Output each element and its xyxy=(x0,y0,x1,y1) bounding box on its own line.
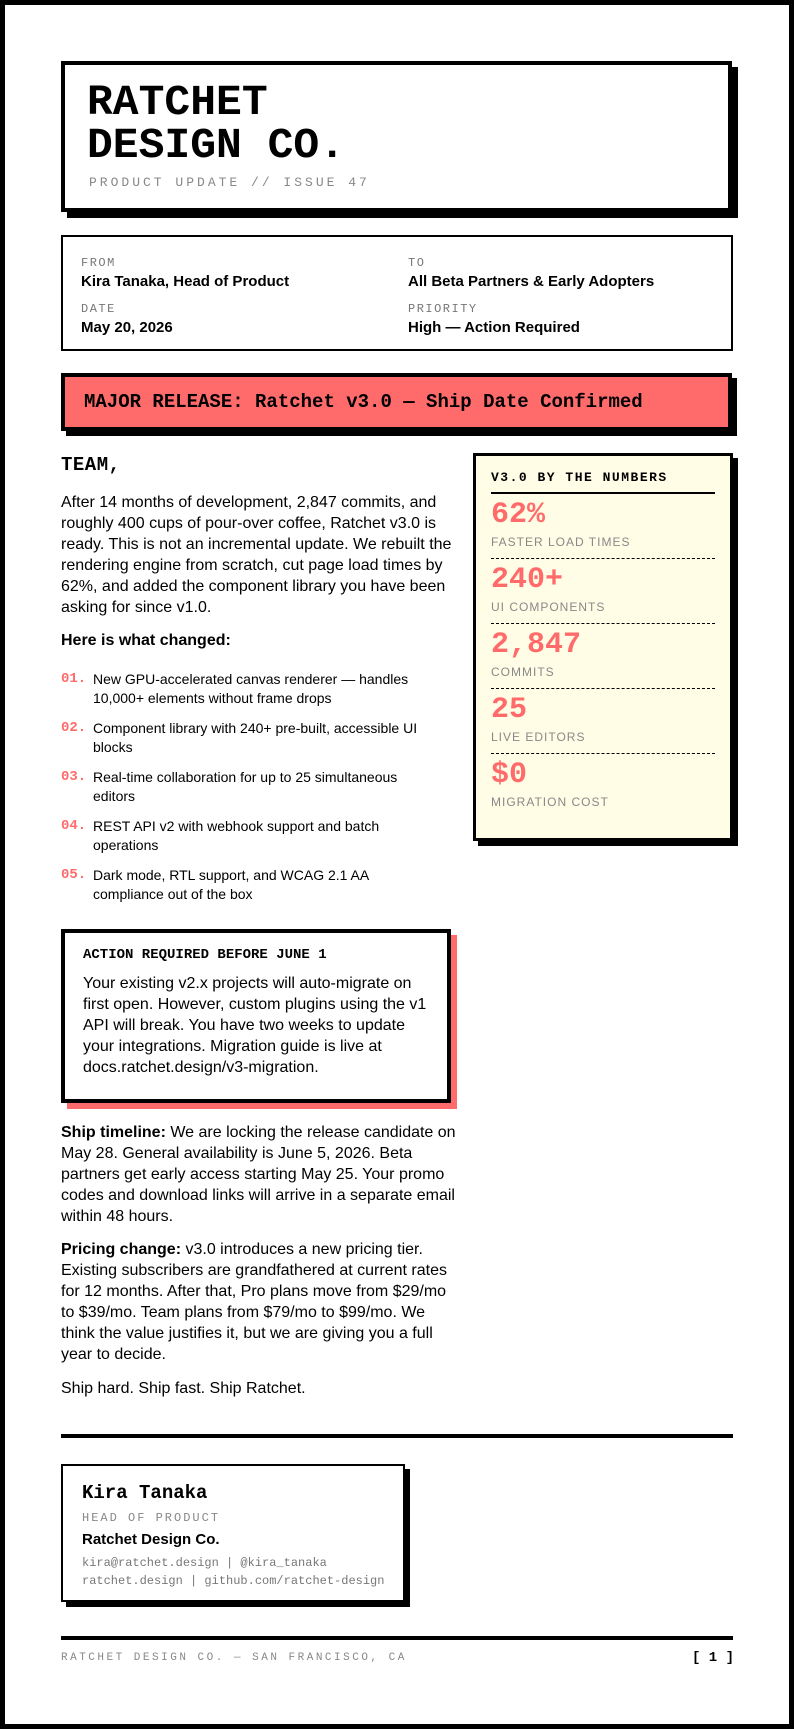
stat-divider xyxy=(491,558,715,559)
meta-box xyxy=(61,235,733,351)
stat-value: 62% xyxy=(491,498,546,532)
stat-value: $0 xyxy=(491,758,528,792)
list-item-number: 01. xyxy=(61,671,87,687)
list-item-text: REST API v2 with webhook support and batch operations xyxy=(93,818,380,853)
greeting: TEAM, xyxy=(61,454,121,476)
stat-divider xyxy=(491,688,715,689)
stat-label: UI COMPONENTS xyxy=(491,600,606,614)
list-item-text: Component library with 240+ pre-built, accessible UI blocks xyxy=(93,720,418,755)
section-divider xyxy=(61,1434,733,1438)
footer-divider xyxy=(61,1636,733,1640)
signature-role: HEAD OF PRODUCT xyxy=(82,1511,221,1525)
stats-title: V3.0 BY THE NUMBERS xyxy=(491,470,668,485)
date-label: DATE xyxy=(81,302,116,316)
signature-company: Ratchet Design Co. xyxy=(82,1531,220,1548)
list-item-number: 05. xyxy=(61,867,87,883)
stat-divider xyxy=(491,623,715,624)
action-text: Your existing v2.x projects will auto-migrate on first open. However, custom plugins using the v1 API will break. You have two weeks to update your integrations. Migration guide is live at docs.ratchet.design/v3-migration. xyxy=(83,975,427,1076)
signature-contact-line-1: kira@ratchet.design | @kira_tanaka xyxy=(82,1556,327,1570)
list-item-number: 04. xyxy=(61,818,87,834)
stat-label: LIVE EDITORS xyxy=(491,730,586,744)
signature-contact-line-2: ratchet.design | github.com/ratchet-design xyxy=(82,1574,385,1588)
banner-text: MAJOR RELEASE: Ratchet v3.0 — Ship Date Confirmed xyxy=(84,391,643,413)
timeline-label: Ship timeline: xyxy=(61,1124,166,1141)
brand-line-2: DESIGN CO. xyxy=(87,121,346,170)
stat-divider xyxy=(491,753,715,754)
priority-label: PRIORITY xyxy=(408,302,478,316)
to-label: TO xyxy=(408,256,426,270)
list-item-text: New GPU-accelerated canvas renderer — handles 10,000+ elements without frame drops xyxy=(93,671,409,706)
list-item-number: 03. xyxy=(61,769,87,785)
issue-label: PRODUCT UPDATE // ISSUE 47 xyxy=(89,175,370,190)
to-value: All Beta Partners & Early Adopters xyxy=(408,273,655,290)
signature-card xyxy=(61,1464,405,1602)
stat-value: 2,847 xyxy=(491,628,582,662)
page-number: [ 1 ] xyxy=(692,1650,735,1666)
stat-value: 25 xyxy=(491,693,528,727)
timeline-paragraph xyxy=(61,1122,456,1227)
list-item-text: Dark mode, RTL support, and WCAG 2.1 AA compliance out of the box xyxy=(93,867,369,902)
date-value: May 20, 2026 xyxy=(81,319,173,336)
pricing-paragraph xyxy=(61,1239,456,1365)
closing-line: Ship hard. Ship fast. Ship Ratchet. xyxy=(61,1380,306,1397)
stat-label: COMMITS xyxy=(491,665,555,679)
stat-label: MIGRATION COST xyxy=(491,795,609,809)
header-box xyxy=(61,61,732,212)
footer-location: RATCHET DESIGN CO. — SAN FRANCISCO, CA xyxy=(61,1652,407,1664)
list-item-number: 02. xyxy=(61,720,87,736)
brand-line-1: RATCHET xyxy=(87,78,268,127)
intro-paragraph: After 14 months of development, 2,847 commits, and roughly 400 cups of pour-over coffee, Ratchet v3.0 is ready. This is not an incremental update. We rebuilt the rendering engine from scratch, cut page load times by 62%, and added the component library you have been asking for since v1.0. xyxy=(61,494,452,616)
priority-value: High — Action Required xyxy=(408,319,580,336)
action-required-box xyxy=(61,929,451,1103)
list-item-text: Real-time collaboration for up to 25 simultaneous editors xyxy=(93,769,398,804)
brand-title xyxy=(87,78,346,170)
stats-title-rule xyxy=(491,492,715,494)
from-value: Kira Tanaka, Head of Product xyxy=(81,273,290,290)
timeline-text: We are locking the release candidate on May 28. General availability is June 5, 2026. Beta partners get early access starting May 25. Your promo codes and download links will arrive in a separate email within 48 hours. xyxy=(61,1124,456,1225)
changes-heading: Here is what changed: xyxy=(61,632,231,649)
action-title: ACTION REQUIRED BEFORE JUNE 1 xyxy=(83,947,327,963)
from-label: FROM xyxy=(81,256,116,270)
release-banner xyxy=(61,373,732,431)
signature-name: Kira Tanaka xyxy=(82,1482,208,1504)
stat-value: 240+ xyxy=(491,563,564,597)
stats-sidebar xyxy=(473,453,733,841)
stat-label: FASTER LOAD TIMES xyxy=(491,535,631,549)
pricing-label: Pricing change: xyxy=(61,1241,182,1258)
pricing-text: v3.0 introduces a new pricing tier. Existing subscribers are grandfathered at current rates for 12 months. After that, Pro plans move from $29/mo to $39/mo. Team plans from $79/mo to $99/mo. We think the value justifies it, but we are giving you a full year to decide. xyxy=(61,1241,447,1363)
